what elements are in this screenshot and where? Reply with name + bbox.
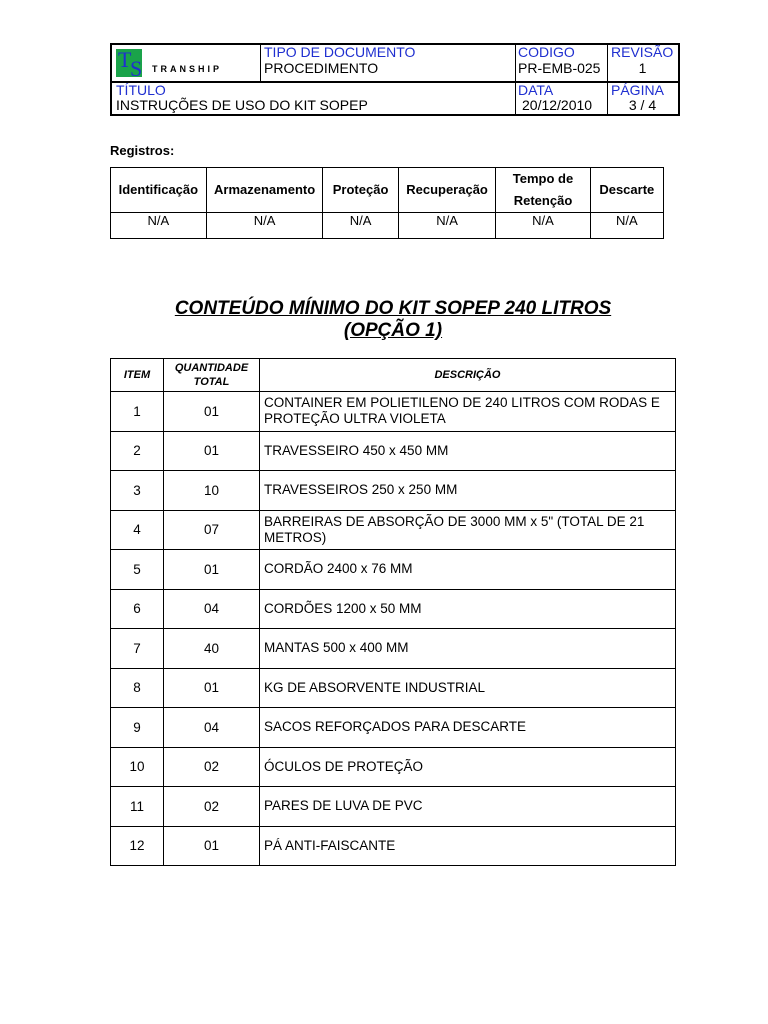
pagina-label: PÁGINA [611,82,664,98]
quantidade-cell: 02 [164,787,260,827]
tipo-value: PROCEDIMENTO [264,60,379,76]
reg-value-cell: N/A [398,213,496,239]
descricao-cell: SACOS REFORÇADOS PARA DESCARTE [260,708,676,748]
item-cell: 9 [111,708,164,748]
kit-table [110,358,676,866]
codigo-label: CODIGO [518,44,575,60]
svg-text:T: T [118,47,132,72]
item-cell: 1 [111,392,164,432]
quantidade-cell: 01 [164,668,260,708]
reg-value-cell: N/A [590,213,663,239]
item-cell: 2 [111,431,164,471]
data-label: DATA [518,82,554,98]
reg-value-cell: N/A [111,213,207,239]
quantidade-cell: 01 [164,392,260,432]
item-cell: 11 [111,787,164,827]
registros-title: Registros: [110,143,175,158]
tipo-label: TIPO DE DOCUMENTO [264,44,416,60]
table-row [111,392,676,432]
quantidade-cell: 02 [164,747,260,787]
table-row [111,787,676,827]
descricao-cell: TRAVESSEIROS 250 x 250 MM [260,471,676,511]
table-row [111,589,676,629]
kit-title-line2: (OPÇÃO 1) [343,320,443,341]
item-cell: 8 [111,668,164,708]
table-row [111,510,676,550]
table-row [111,668,676,708]
item-cell: 5 [111,550,164,590]
reg-header-cell: Descarte [590,168,663,213]
quantidade-cell: 04 [164,708,260,748]
reg-header-cell: Identificação [111,168,207,213]
descricao-cell: CORDÃO 2400 x 76 MM [260,550,676,590]
descricao-cell: MANTAS 500 x 400 MM [260,629,676,669]
codigo-value: PR-EMB-025 [518,60,601,76]
svg-text:S: S [130,56,143,79]
table-row [111,747,676,787]
item-cell: 4 [111,510,164,550]
table-row [111,431,676,471]
item-cell: 7 [111,629,164,669]
descricao-cell: TRAVESSEIRO 450 x 450 MM [260,431,676,471]
descricao-cell: BARREIRAS DE ABSORÇÃO DE 3000 MM x 5" (TOTAL DE 21 METROS) [260,510,676,550]
descricao-header: DESCRIÇÃO [260,359,676,392]
reg-header-cell: Recuperação [398,168,496,213]
reg-header-cell: Proteção [323,168,398,213]
quantidade-cell: 01 [164,826,260,866]
table-row [111,708,676,748]
reg-value-cell: N/A [206,213,323,239]
registros-table [110,167,664,239]
quantidade-cell: 40 [164,629,260,669]
descricao-cell: CORDÕES 1200 x 50 MM [260,589,676,629]
descricao-cell: ÓCULOS DE PROTEÇÃO [260,747,676,787]
item-cell: 6 [111,589,164,629]
quantidade-cell: 10 [164,471,260,511]
company-name: TRANSHIP [152,64,223,74]
kit-title-line1: CONTEÚDO MÍNIMO DO KIT SOPEP 240 LITROS [174,298,612,319]
quantidade-cell: 07 [164,510,260,550]
descricao-cell: CONTAINER EM POLIETILENO DE 240 LITROS COM RODAS E PROTEÇÃO ULTRA VIOLETA [260,392,676,432]
reg-header-cell: Tempo de Retenção [496,168,590,213]
item-cell: 10 [111,747,164,787]
table-row [111,629,676,669]
data-value: 20/12/2010 [522,97,593,113]
quantidade-cell: 01 [164,431,260,471]
item-header: ITEM [111,359,164,392]
company-logo [114,47,154,77]
table-row [111,550,676,590]
revisao-label: REVISÃO [611,44,674,60]
table-row [111,826,676,866]
quantidade-header: QUANTIDADE TOTAL [164,359,260,392]
titulo-value: INSTRUÇÕES DE USO DO KIT SOPEP [116,97,368,113]
table-row [111,471,676,511]
pagina-value: 3 / 4 [628,97,657,113]
item-cell: 3 [111,471,164,511]
kit-header-row [111,359,676,392]
item-cell: 12 [111,826,164,866]
kit-title [110,298,676,342]
descricao-cell: PARES DE LUVA DE PVC [260,787,676,827]
titulo-label: TÍTULO [116,82,166,98]
reg-value-cell: N/A [496,213,590,239]
reg-value-cell: N/A [323,213,398,239]
reg-header-cell: Armazenamento [206,168,323,213]
descricao-cell: PÁ ANTI-FAISCANTE [260,826,676,866]
quantidade-cell: 01 [164,550,260,590]
descricao-cell: KG DE ABSORVENTE INDUSTRIAL [260,668,676,708]
revisao-value: 1 [638,60,647,76]
quantidade-cell: 04 [164,589,260,629]
document-header [110,43,680,116]
